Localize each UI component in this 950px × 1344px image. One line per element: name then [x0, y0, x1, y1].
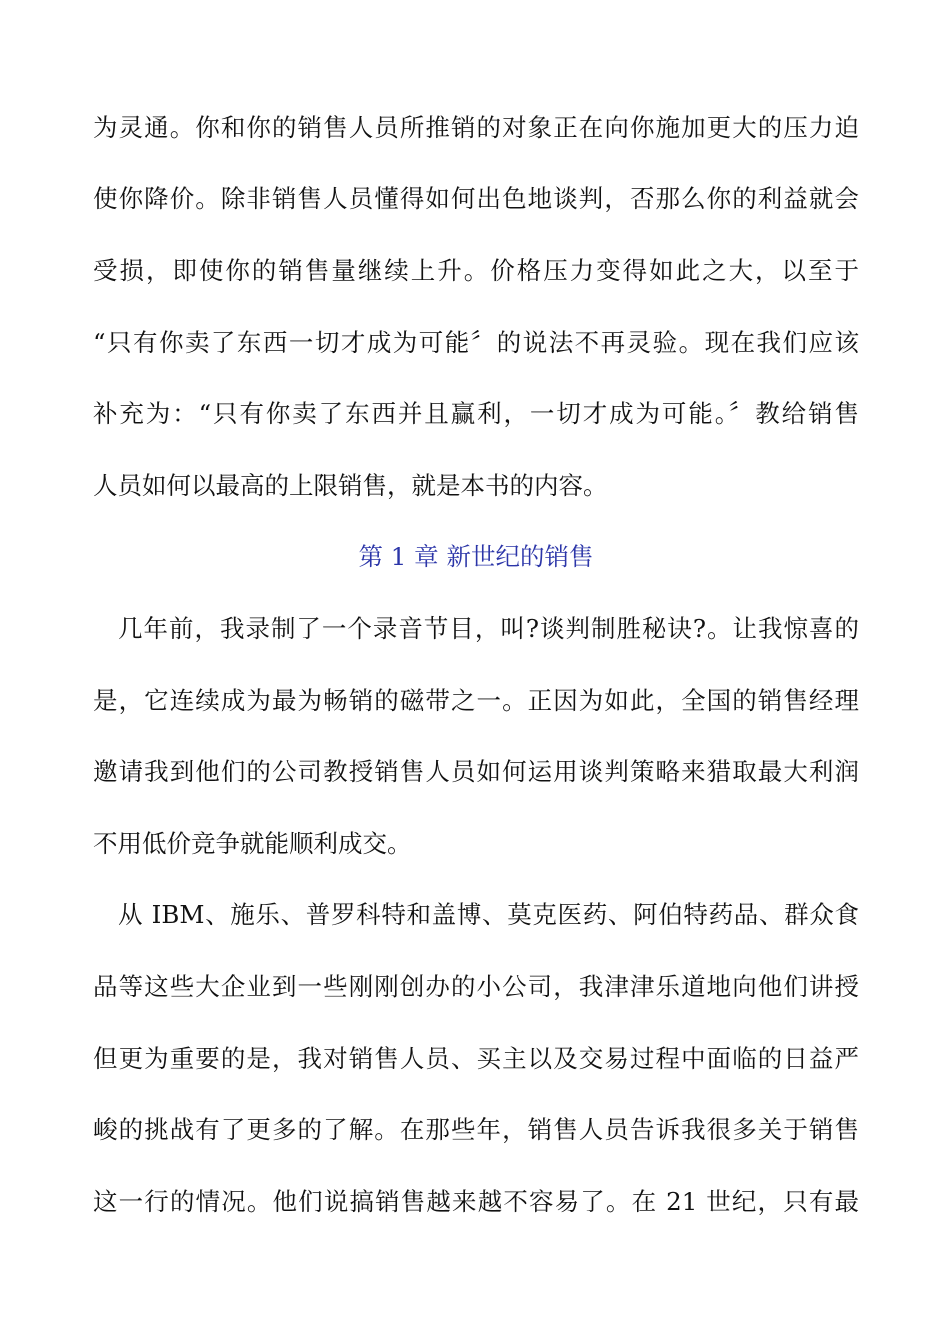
chapter-heading: 第 1 章 新世纪的销售 — [358, 542, 594, 571]
paragraph-2-line-2: 是，它连续成为最为畅销的磁带之一。正因为如此，全国的销售经理 — [93, 686, 859, 715]
paragraph-3-line-1: 从 IBM、施乐、普罗科特和盖博、莫克医药、阿伯特药品、群众食 — [118, 900, 859, 929]
paragraph-1-line-5: 补充为：“只有你卖了东西并且赢利，一切才成为可能。〞教给销售 — [93, 399, 859, 428]
paragraph-3-line-4: 峻的挑战有了更多的了解。在那些年，销售人员告诉我很多关于销售 — [93, 1115, 859, 1144]
paragraph-3-line-5: 这一行的情况。他们说搞销售越来越不容易了。在 21 世纪，只有最 — [93, 1187, 859, 1216]
paragraph-3-line-2: 品等这些大企业到一些刚刚创办的小公司，我津津乐道地向他们讲授 — [93, 972, 859, 1001]
paragraph-1-line-3: 受损，即使你的销售量继续上升。价格压力变得如此之大，以至于 — [93, 256, 859, 285]
paragraph-2-line-4: 不用低价竞争就能顺利成交。 — [93, 829, 412, 858]
paragraph-1-line-1: 为灵通。你和你的销售人员所推销的对象正在向你施加更大的压力迫 — [93, 113, 859, 142]
paragraph-1-line-4: “只有你卖了东西一切才成为可能〞的说法不再灵验。现在我们应该 — [93, 328, 859, 357]
paragraph-2-line-3: 邀请我到他们的公司教授销售人员如何运用谈判策略来猎取最大利润 — [93, 757, 859, 786]
paragraph-2-line-1: 几年前，我录制了一个录音节目，叫?谈判制胜秘诀?。让我惊喜的 — [118, 614, 859, 643]
paragraph-1-line-2: 使你降价。除非销售人员懂得如何出色地谈判，否那么你的利益就会 — [93, 184, 859, 213]
paragraph-3-line-3: 但更为重要的是，我对销售人员、买主以及交易过程中面临的日益严 — [93, 1044, 859, 1073]
paragraph-1-line-6: 人员如何以最高的上限销售，就是本书的内容。 — [93, 471, 608, 500]
